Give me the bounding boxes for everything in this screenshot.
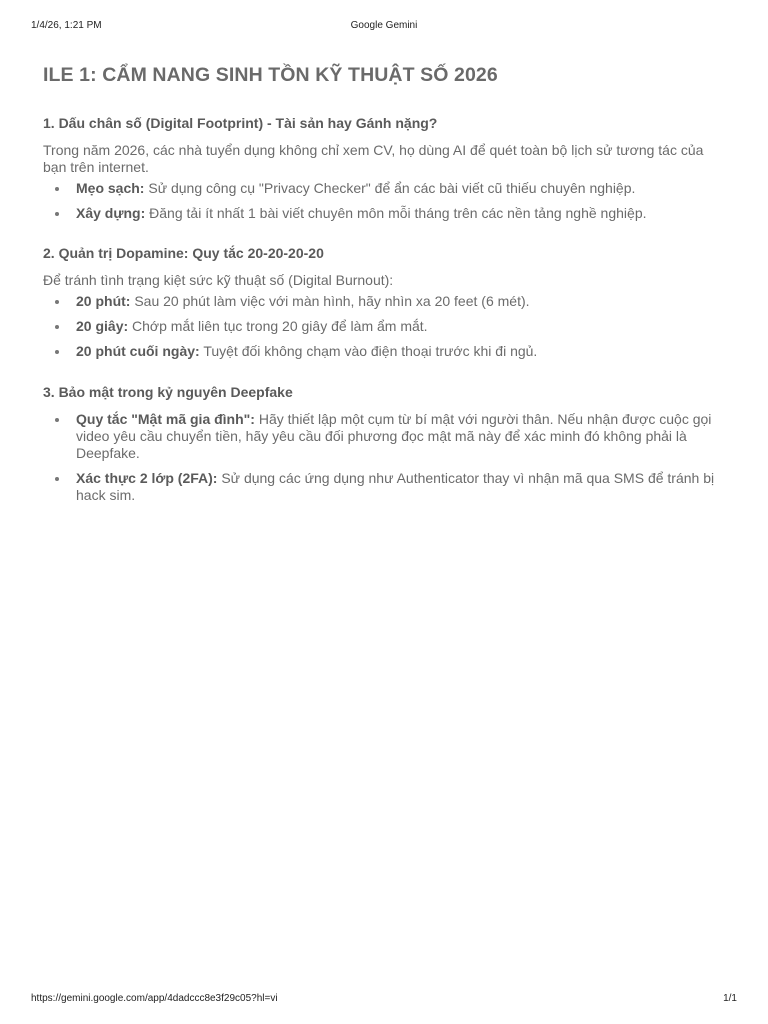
bullet-list xyxy=(43,180,723,222)
section-intro: Trong năm 2026, các nhà tuyển dụng không chỉ xem CV, họ dùng AI để quét toàn bộ lịch sử tương tác của bạn trên internet. xyxy=(43,142,704,175)
list-item xyxy=(76,470,723,504)
item-text: Tuyệt đối không chạm vào điện thoại trước khi đi ngủ. xyxy=(199,343,538,359)
item-text: Chớp mắt liên tục trong 20 giây để làm ẩm mắt. xyxy=(128,318,428,334)
list-item xyxy=(76,318,723,335)
section-heading: 2. Quản trị Dopamine: Quy tắc 20-20-20-20 xyxy=(43,245,324,261)
print-page-count: 1/1 xyxy=(723,993,737,1004)
section-digital-footprint xyxy=(43,114,723,222)
item-label: Mẹo sạch: xyxy=(76,180,145,196)
item-label: 20 phút cuối ngày: xyxy=(76,343,200,359)
bullet-icon xyxy=(55,477,59,481)
bullet-icon xyxy=(55,212,59,216)
bullet-list xyxy=(43,411,723,504)
item-label: 20 phút: xyxy=(76,293,131,309)
section-deepfake-security xyxy=(43,383,723,504)
document-content xyxy=(43,62,723,524)
item-label: 20 giây: xyxy=(76,318,129,334)
item-text: Sử dụng các ứng dụng như Authenticator thay vì nhận mã qua SMS để tránh bị hack sim. xyxy=(76,470,715,503)
item-label: Xác thực 2 lớp (2FA): xyxy=(76,470,218,486)
item-text: Hãy thiết lập một cụm từ bí mật với người thân. Nếu nhận được cuộc gọi video yêu cầu chuyển tiền, hãy yêu cầu đối phương đọc mật mã này để xác minh đó không phải là Deepfake. xyxy=(76,411,712,461)
bullet-icon xyxy=(55,350,59,354)
list-item xyxy=(76,293,723,310)
print-url: https://gemini.google.com/app/4dadccc8e3f29c05?hl=vi xyxy=(31,993,278,1004)
print-header xyxy=(31,20,737,34)
print-datetime: 1/4/26, 1:21 PM xyxy=(31,20,102,31)
print-footer xyxy=(31,993,737,1007)
section-intro: Để tránh tình trạng kiệt sức kỹ thuật số (Digital Burnout): xyxy=(43,272,394,288)
print-page-title: Google Gemini xyxy=(350,20,418,31)
section-heading: 3. Bảo mật trong kỷ nguyên Deepfake xyxy=(43,384,293,400)
bullet-icon xyxy=(55,325,59,329)
item-text: Sử dụng công cụ "Privacy Checker" để ẩn các bài viết cũ thiếu chuyên nghiệp. xyxy=(144,180,636,196)
list-item xyxy=(76,411,723,462)
bullet-icon xyxy=(55,418,59,422)
bullet-icon xyxy=(55,300,59,304)
list-item xyxy=(76,205,723,222)
item-text: Sau 20 phút làm việc với màn hình, hãy nhìn xa 20 feet (6 mét). xyxy=(130,293,530,309)
section-heading: 1. Dấu chân số (Digital Footprint) - Tài sản hay Gánh nặng? xyxy=(43,115,438,131)
section-dopamine xyxy=(43,244,723,360)
item-label: Xây dựng: xyxy=(76,205,146,221)
list-item xyxy=(76,343,723,360)
item-label: Quy tắc "Mật mã gia đình": xyxy=(76,411,255,427)
list-item xyxy=(76,180,723,197)
bullet-list xyxy=(43,293,723,360)
document-title: ILE 1: CẨM NANG SINH TỒN KỸ THUẬT SỐ 2026 xyxy=(43,64,498,86)
item-text: Đăng tải ít nhất 1 bài viết chuyên môn mỗi tháng trên các nền tảng nghề nghiệp. xyxy=(145,205,647,221)
bullet-icon xyxy=(55,187,59,191)
